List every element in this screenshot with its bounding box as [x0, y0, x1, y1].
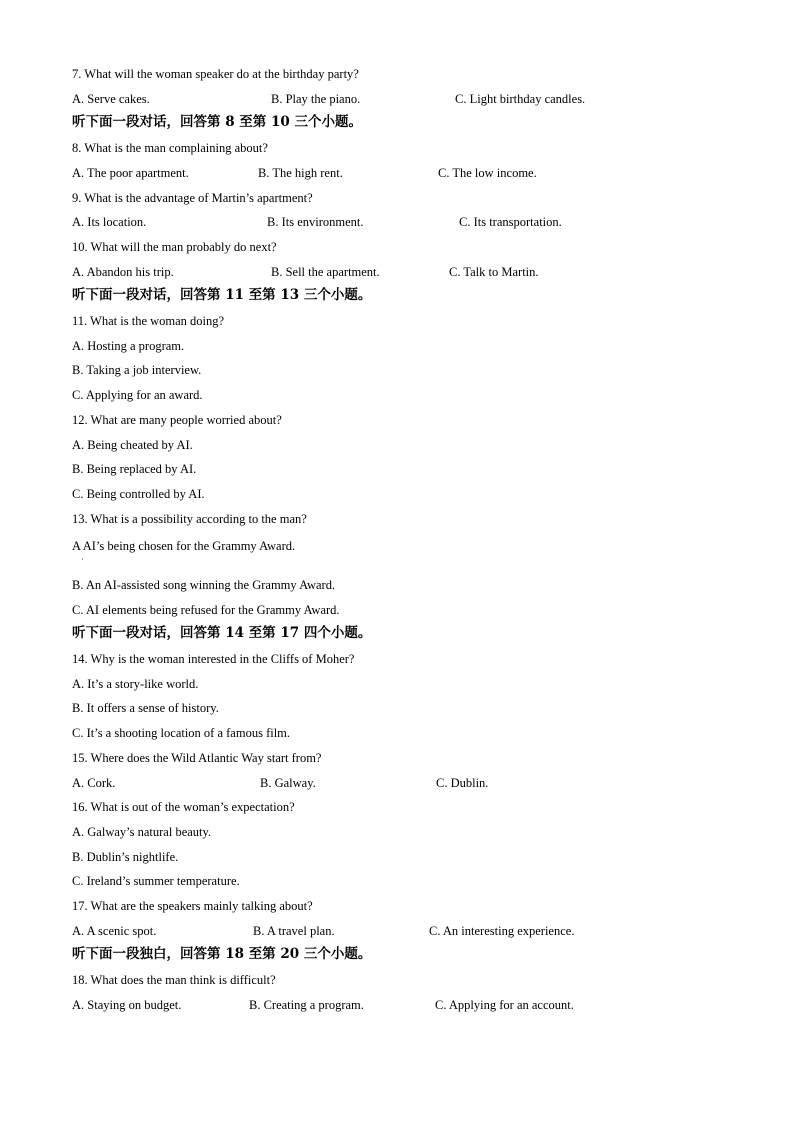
question-18-stem: 18. What does the man think is difficult?: [72, 973, 276, 987]
question-14-stem: 14. Why is the woman interested in the Cliffs of Moher?: [72, 652, 355, 666]
question-13-option-c: C. AI elements being refused for the Grammy Award.: [72, 603, 340, 617]
question-16-stem: 16. What is out of the woman’s expectation?: [72, 800, 295, 814]
question-12-option-b: B. Being replaced by AI.: [72, 462, 197, 476]
question-7-option-a: A. Serve cakes.: [72, 92, 150, 106]
question-9-option-c: C. Its transportation.: [459, 215, 562, 229]
question-14-option-c: C. It’s a shooting location of a famous film.: [72, 726, 291, 740]
question-12-option-c: C. Being controlled by AI.: [72, 487, 205, 501]
section-heading-14-17: 听下面一段对话，回答第 14 至第 17 四个小题。: [72, 625, 372, 641]
question-10-stem: 10. What will the man probably do next?: [72, 240, 277, 254]
question-16-option-b: B. Dublin’s nightlife.: [72, 850, 179, 864]
question-9-stem: 9. What is the advantage of Martin’s apartment?: [72, 191, 313, 205]
question-17-stem: 17. What are the speakers mainly talking about?: [72, 899, 313, 913]
question-8-stem: 8. What is the man complaining about?: [72, 141, 268, 155]
question-15-option-a: A. Cork.: [72, 776, 116, 790]
question-15-option-b: B. Galway.: [260, 776, 316, 790]
question-15-stem: 15. Where does the Wild Atlantic Way start from?: [72, 751, 322, 765]
section-heading-11-13: 听下面一段对话，回答第 11 至第 13 三个小题。: [72, 287, 372, 303]
question-7-option-b: B. Play the piano.: [271, 92, 361, 106]
question-7-stem: 7. What will the woman speaker do at the birthday party?: [72, 67, 359, 81]
question-10-option-b: B. Sell the apartment.: [271, 265, 380, 279]
question-15-option-c: C. Dublin.: [436, 776, 489, 790]
stray-dot-mark: ·: [81, 555, 84, 564]
question-9-option-b: B. Its environment.: [267, 215, 364, 229]
question-11-option-b: B. Taking a job interview.: [72, 363, 202, 377]
question-11-option-c: C. Applying for an award.: [72, 388, 203, 402]
question-14-option-b: B. It offers a sense of history.: [72, 701, 219, 715]
question-17-option-b: B. A travel plan.: [253, 924, 335, 938]
question-8-option-a: A. The poor apartment.: [72, 166, 189, 180]
question-10-option-c: C. Talk to Martin.: [449, 265, 539, 279]
question-9-option-a: A. Its location.: [72, 215, 147, 229]
question-7-option-c: C. Light birthday candles.: [455, 92, 586, 106]
question-18-option-b: B. Creating a program.: [249, 998, 364, 1012]
question-17-option-a: A. A scenic spot.: [72, 924, 157, 938]
question-10-option-a: A. Abandon his trip.: [72, 265, 174, 279]
question-13-stem: 13. What is a possibility according to the man?: [72, 512, 307, 526]
question-13-option-a: A AI’s being chosen for the Grammy Award.: [72, 539, 296, 553]
question-13-option-b: B. An AI-assisted song winning the Grammy Award.: [72, 578, 336, 592]
question-8-option-c: C. The low income.: [438, 166, 537, 180]
question-14-option-a: A. It’s a story-like world.: [72, 677, 199, 691]
question-18-option-a: A. Staying on budget.: [72, 998, 182, 1012]
question-12-stem: 12. What are many people worried about?: [72, 413, 282, 427]
question-11-option-a: A. Hosting a program.: [72, 339, 185, 353]
question-11-stem: 11. What is the woman doing?: [72, 314, 225, 328]
question-8-option-b: B. The high rent.: [258, 166, 343, 180]
question-16-option-a: A. Galway’s natural beauty.: [72, 825, 212, 839]
question-18-option-c: C. Applying for an account.: [435, 998, 574, 1012]
section-heading-18-20: 听下面一段独白，回答第 18 至第 20 三个小题。: [72, 946, 372, 962]
question-16-option-c: C. Ireland’s summer temperature.: [72, 874, 240, 888]
question-17-option-c: C. An interesting experience.: [429, 924, 575, 938]
question-12-option-a: A. Being cheated by AI.: [72, 438, 193, 452]
section-heading-8-10: 听下面一段对话，回答第 8 至第 10 三个小题。: [72, 114, 362, 130]
